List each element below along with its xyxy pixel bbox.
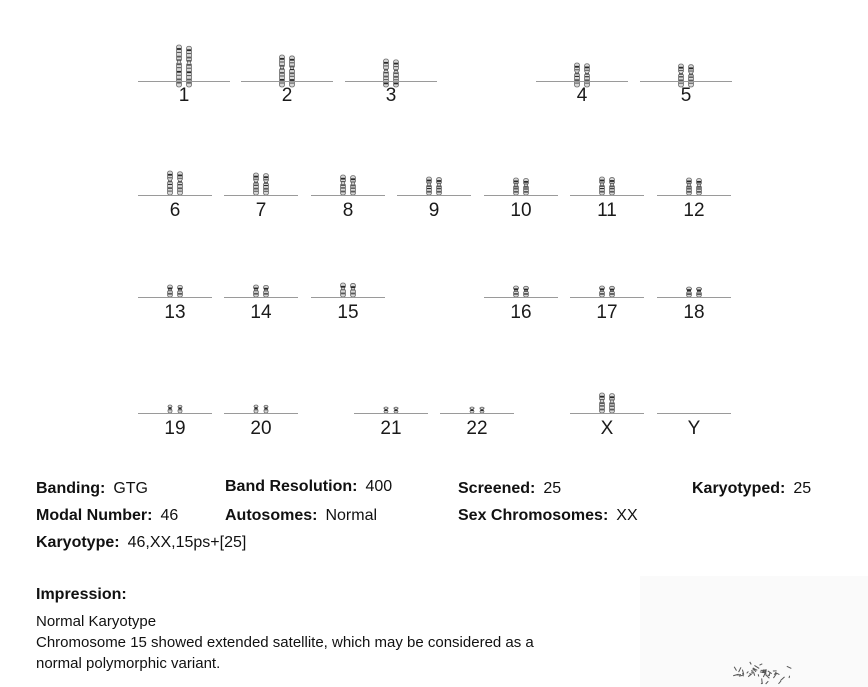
autosomes-field: [225, 507, 377, 525]
chromosome-label: 16: [510, 302, 532, 323]
chromosome-19-pair-image: [138, 390, 212, 414]
sex-chromosomes-field: [458, 507, 638, 525]
karyotyped-value: 25: [793, 480, 812, 497]
chromosome-18: [657, 270, 731, 330]
chromosome-7: [224, 160, 298, 230]
chromosome-label: 11: [597, 200, 617, 221]
sex-chromosomes-value: XX: [616, 507, 638, 524]
chromosome-15-pair-image: [311, 274, 385, 298]
chromosome-16: [484, 270, 558, 330]
chromosome-label: 12: [683, 200, 705, 221]
band-resolution-value: 400: [365, 478, 393, 495]
chromosome-6-pair-image: [138, 164, 212, 196]
chromosome-y: [657, 386, 731, 446]
chromosome-x-pair-image: [570, 390, 644, 414]
chromosome-3: [345, 30, 437, 110]
chromosome-16-pair-image: [484, 274, 558, 298]
chromosome-label: 1: [178, 85, 190, 106]
chromosome-label: 22: [466, 418, 488, 439]
chromosome-label: 13: [164, 302, 186, 323]
chromosome-13: [138, 270, 212, 330]
chromosome-label: 17: [596, 302, 618, 323]
banding-field: [36, 480, 148, 498]
chromosome-22: [440, 386, 514, 446]
chromosome-22-pair-image: [440, 390, 514, 414]
impression-title: Impression:: [36, 586, 127, 603]
chromosome-20-pair-image: [224, 390, 298, 414]
modal-number-field: [36, 507, 178, 525]
chromosome-10-pair-image: [484, 164, 558, 196]
autosomes-value: Normal: [325, 507, 378, 524]
chromosome-20: [224, 386, 298, 446]
chromosome-8: [311, 160, 385, 230]
chromosome-21: [354, 386, 428, 446]
band-resolution-field: [225, 478, 392, 496]
chromosome-15: [311, 270, 385, 330]
karyotyped-label: Karyotyped:: [692, 480, 786, 497]
chromosome-6: [138, 160, 212, 230]
screened-field: [458, 480, 561, 498]
karyotype-label: Karyotype:: [36, 534, 120, 551]
banding-value: GTG: [113, 480, 148, 497]
chromosome-18-pair-image: [657, 274, 731, 298]
chromosome-19: [138, 386, 212, 446]
impression-line: Normal Karyotype: [36, 613, 157, 630]
chromosome-label: 6: [169, 200, 181, 221]
chromosome-14-pair-image: [224, 274, 298, 298]
band-resolution-label: Band Resolution:: [225, 478, 358, 495]
impression-line: normal polymorphic variant.: [36, 655, 221, 672]
chromosome-label: 15: [337, 302, 359, 323]
chromosome-label: 5: [680, 85, 692, 106]
modal-number-label: Modal Number:: [36, 507, 153, 524]
sex-chromosomes-label: Sex Chromosomes:: [458, 507, 609, 524]
chromosome-12-pair-image: [657, 164, 731, 196]
chromosome-14: [224, 270, 298, 330]
metaphase-spread-image: [640, 576, 868, 687]
screened-label: Screened:: [458, 480, 536, 497]
chromosome-label: X: [600, 418, 614, 439]
autosomes-label: Autosomes:: [225, 507, 318, 524]
chromosome-label: Y: [687, 418, 701, 439]
modal-number-value: 46: [160, 507, 179, 524]
chromosome-11: [570, 160, 644, 230]
chromosome-label: 19: [164, 418, 186, 439]
chromosome-label: 7: [255, 200, 267, 221]
chromosome-13-pair-image: [138, 274, 212, 298]
chromosome-label: 18: [683, 302, 705, 323]
chromosome-label: 21: [380, 418, 402, 439]
chromosome-2: [241, 30, 333, 110]
chromosome-7-pair-image: [224, 164, 298, 196]
chromosome-4: [536, 30, 628, 110]
chromosome-1: [138, 30, 230, 110]
chromosome-8-pair-image: [311, 164, 385, 196]
karyotyped-field: [692, 480, 811, 498]
metaphase-thumbnail: [640, 576, 868, 687]
chromosome-17-pair-image: [570, 274, 644, 298]
chromosome-label: 8: [342, 200, 354, 221]
chromosome-label: 20: [250, 418, 272, 439]
chromosome-x: [570, 386, 644, 446]
chromosome-10: [484, 160, 558, 230]
chromosome-label: 9: [428, 200, 440, 221]
chromosome-9: [397, 160, 471, 230]
karyotype-field: [36, 534, 246, 552]
karyotype-value: 46,XX,15ps+[25]: [127, 534, 247, 551]
chromosome-5: [640, 30, 732, 110]
chromosome-label: 4: [576, 85, 588, 106]
screened-value: 25: [543, 480, 562, 497]
chromosome-11-pair-image: [570, 164, 644, 196]
chromosome-21-pair-image: [354, 390, 428, 414]
chromosome-9-pair-image: [397, 164, 471, 196]
chromosome-12: [657, 160, 731, 230]
banding-label: Banding:: [36, 480, 106, 497]
chromosome-label: 10: [510, 200, 532, 221]
chromosome-17: [570, 270, 644, 330]
chromosome-label: 2: [281, 85, 293, 106]
chromosome-label: 3: [385, 85, 397, 106]
impression-line: Chromosome 15 showed extended satellite, which may be considered as a: [36, 634, 534, 651]
chromosome-label: 14: [250, 302, 272, 323]
